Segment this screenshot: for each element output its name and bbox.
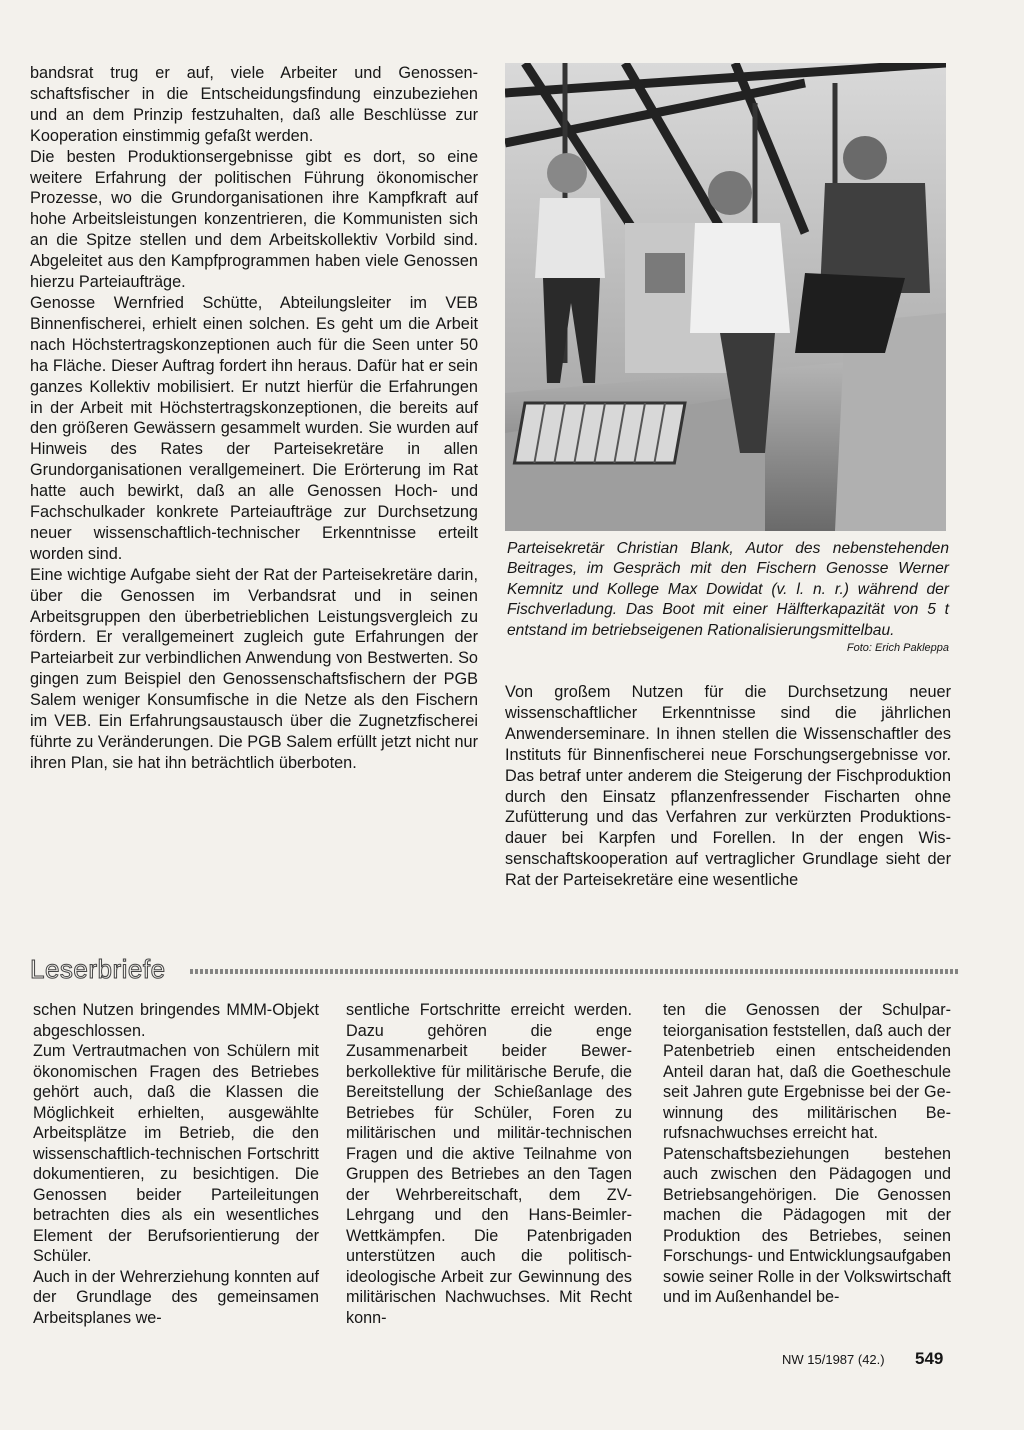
letters-column-1 [33, 1000, 319, 1328]
photo-illustration [505, 63, 946, 531]
page-number: 549 [915, 1349, 944, 1368]
photo-credit: Foto: Erich Pakleppa [846, 642, 949, 655]
paragraph: Von großem Nutzen für die Durchsetzung neuer wissenschaftlicher Erkenntnisse sind die jährlichen Anwenderseminare. In ihnen stellen die Wissenschaftler des Instituts für Binnenfischerei neue Forschungsergebnisse vor. Das betraf unter anderem die Steigerung der Fischproduktion durch den Einsatz pflanzenfressender Fischarten ohne Zufütterung und das Verfahren zur verkürzten Produktionsdauer bei Karpfen und Forellen. In der engen Wissenschaftskooperation auf vertraglicher Grundlage sieht der Rat der Parteisekretäre eine wesentliche [505, 683, 951, 890]
article-column-right [505, 682, 951, 891]
paragraph: Eine wichtige Aufgabe sieht der Rat der Parteisekretäre darin, über die Genossen im Verbandsrat und in seinen Arbeitsgruppen den überbetrieblichen Leistungsvergleich zu fördern. Er verallgemeinert zugleich gute Erfahrungen der Parteiarbeit zur verbindlichen Anwendung von Bestwerten. So gingen zum Beispiel den Genossenschaftsfischern der PGB Salem weniger Konsumfische in die Netze als den Fischern im VEB. Ein Erfahrungsaustausch über die Zugnetzfischerei führte zu Veränderungen. Die PGB Salem erfüllt jetzt nicht nur ihren Plan, sie hat ihn beträchtlich überboten. [30, 565, 478, 772]
caption-text: Parteisekretär Christian Blank, Autor des nebenstehenden Beitrages, im Gespräch mit den Fischern Genosse Werner Kemnitz und Kollege Max Dowidat (v. l. n. r.) während der Fischverladung. Das Boot mit einer Hälfterkapazität von 5 t entstand im betriebseigenen Rationalisierungsmittelbau. [507, 540, 949, 639]
letters-column-2 [346, 1000, 632, 1328]
section-title: Leserbriefe [30, 954, 166, 984]
letters-column-3 [663, 1000, 951, 1308]
paragraph: sentliche Fortschritte erreicht werden. Dazu gehören die enge Zusammenarbeit beider Bewerberkollektive für militärische Berufe, die Bereitstellung der Schießanlage des Betriebes für Schüler, Foren zu militärischen und militär-technischen Fragen und die aktive Teilnahme von Gruppen des Betriebes an den Tagen der Wehrbereitschaft, dem ZV-Lehrgang und den Hans-Beimler-Wettkämpfen. Die Patenbrigaden unterstützen auch die politisch-ideologische Arbeit zur Gewinnung des militärischen Nachwuchses. Mit Recht konn- [346, 1001, 632, 1327]
paragraph: Patenschaftsbeziehungen bestehen auch zwischen den Pädagogen und Betriebsangehörigen. Die Genossen machen die Pädagogen mit der Produktion des Betriebes, seinen Forschungs- und Entwicklungsaufgaben sowie seiner Rolle in der Volkswirtschaft und im Außenhandel be- [663, 1144, 951, 1306]
photo-caption [507, 539, 949, 655]
paragraph: Zum Vertrautmachen von Schülern mit ökonomischen Fragen des Betriebes gehört auch, daß die Klassen die Möglichkeit erhielten, ausgewählte Arbeitsplätze im Betrieb, die den wissenschaftlich-technischen Fortschritt dokumentieren, zu besichtigen. Die Genossen beider Parteileitungen betrachten dies als ein wesentliches Element der Berufsorientierung der Schüler. [33, 1042, 319, 1265]
paragraph: bandsrat trug er auf, viele Arbeiter und Genossenschaftsfischer in die Entscheidungsfindung einzubeziehen und an dem Prinzip festzuhalten, daß alle Beschlüsse zur Kooperation einstimmig gefaßt werden. [30, 64, 478, 145]
paragraph: Die besten Produktionsergebnisse gibt es dort, so eine weitere Erfahrung der politischen Führung ökonomischer Prozesse, wo die Grundorganisationen ihre Kampfkraft auf hohe Arbeitsleistungen konzentrieren, die Kommunisten sich an die Spitze stellen und dem Arbeitskollektiv Vorbild sind. Abgeleitet aus den Kampfprogrammen haben viele Genossen hierzu Parteiaufträge. [30, 147, 478, 292]
paragraph: ten die Genossen der Schulparteiorganisation feststellen, daß auch der Patenbetrieb einen entscheidenden Anteil daran hat, daß die Goetheschule seit Jahren gute Ergebnisse bei der Gewinnung des militärischen Berufsnachwuchses erreicht hat. [663, 1001, 951, 1142]
article-column-left [30, 63, 478, 774]
paragraph: schen Nutzen bringendes MMM-Objekt abgeschlossen. [33, 1001, 319, 1040]
paragraph: Auch in der Wehrerziehung konnten auf der Grundlage des gemeinsamen Arbeitsplanes we- [33, 1267, 319, 1327]
section-header [30, 953, 960, 987]
paragraph: Genosse Wernfried Schütte, Abteilungsleiter im VEB Binnenfischerei, erhielt einen solchen. Es geht um die Arbeit nach Höchstertragskonzeptionen auch für die Seen unter 50 ha Fläche. Dieser Auftrag fordert ihn heraus. Dafür hat er sein ganzes Kollektiv mobilisiert. Er nutzt hierfür die Erfahrungen in der Arbeit mit Höchstertragskonzeptionen, die bereits auf den größeren Gewässern gesammelt wurden. Sie wurden auf Hinweis des Rates der Parteisekretäre in allen Grundorganisationen verallgemeinert. Die Erörterung im Rat hatte auch bewirkt, daß an alle Genossen Hoch- und Fachschulkader konkrete Parteiaufträge zur Durchsetzung neuer wissenschaftlich-technischer Erkenntnisse erteilt worden sind. [30, 293, 478, 563]
issue-reference: NW 15/1987 (42.) [782, 1352, 885, 1367]
section-divider [190, 969, 960, 974]
article-photo [505, 63, 946, 531]
